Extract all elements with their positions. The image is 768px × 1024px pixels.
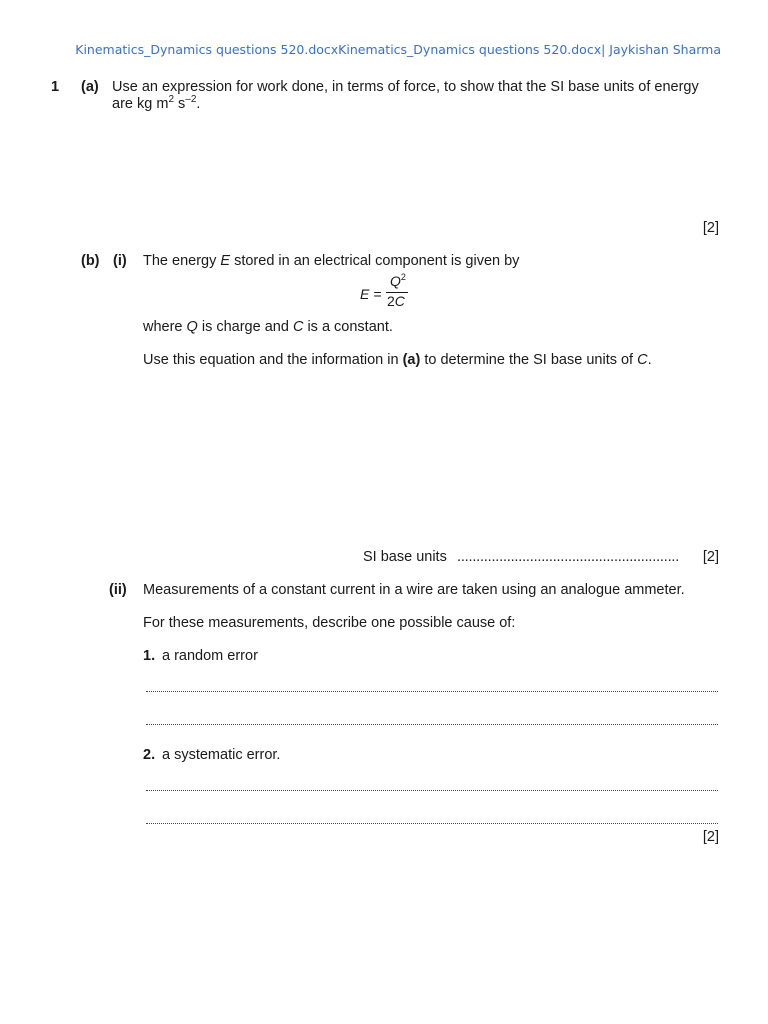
intro-var-e: E	[220, 253, 231, 269]
equation-numerator	[390, 273, 406, 289]
where-post: is a constant.	[303, 319, 393, 335]
part-a-marks: [2]	[702, 220, 719, 236]
where-c: C	[292, 319, 304, 335]
where-mid: is charge and	[197, 319, 293, 335]
item-2-number: 2.	[143, 747, 156, 763]
equation-lhs: E =	[360, 286, 382, 302]
intro-text-post: stored in an electrical component is given by	[230, 253, 520, 269]
part-a-exp-m: 2	[168, 94, 174, 105]
si-units-answer-line[interactable]: ..........................................................	[457, 549, 680, 565]
part-a-text-line2	[112, 96, 200, 113]
where-pre: where	[143, 319, 187, 335]
answer-line-systematic-2[interactable]	[146, 819, 718, 824]
where-line	[143, 319, 393, 336]
question-number: 1	[51, 79, 60, 95]
part-b-label: (b)	[81, 253, 100, 269]
denominator-coefficient: 2	[387, 293, 395, 309]
part-b-i-intro	[143, 253, 519, 270]
part-a-period: .	[196, 96, 201, 112]
item-2-text: a systematic error.	[162, 747, 281, 763]
answer-line-random-2[interactable]	[146, 720, 718, 725]
where-q: Q	[186, 319, 198, 335]
use-ref-a: (a)	[402, 352, 421, 368]
part-b-ii-marks: [2]	[702, 829, 719, 845]
part-a-text-line1: Use an expression for work done, in terms of force, to show that the SI base units of energy	[112, 79, 699, 95]
intro-text-pre: The energy	[143, 253, 221, 269]
equation-denominator	[387, 293, 405, 309]
answer-line-random-1[interactable]	[146, 687, 718, 692]
part-b-i-marks: [2]	[702, 549, 719, 565]
part-a-unit-kg: are kg	[112, 96, 153, 112]
use-end: .	[647, 352, 652, 368]
item-1-text: a random error	[162, 648, 258, 664]
document-header: Kinematics_Dynamics questions 520.docxKinematics_Dynamics questions 520.docx| Jaykishan Sharma	[75, 42, 721, 57]
part-a-unit-s: s	[178, 96, 186, 112]
use-equation-line	[143, 352, 652, 369]
energy-equation	[360, 272, 420, 312]
numerator-q: Q	[390, 273, 401, 289]
part-a-label: (a)	[81, 79, 99, 95]
part-b-ii-line2: For these measurements, describe one possible cause of:	[143, 615, 516, 631]
denominator-c: C	[394, 293, 405, 309]
part-b-i-label: (i)	[113, 253, 127, 269]
part-b-ii-label: (ii)	[109, 582, 127, 598]
numerator-exponent: 2	[400, 272, 406, 282]
part-a-unit-m: m	[156, 96, 169, 112]
use-var-c: C	[637, 352, 648, 368]
answer-line-systematic-1[interactable]	[146, 786, 718, 791]
use-pre: Use this equation and the information in	[143, 352, 403, 368]
item-1-number: 1.	[143, 648, 156, 664]
si-units-answer-label: SI base units	[363, 549, 447, 565]
part-b-ii-line1: Measurements of a constant current in a wire are taken using an analogue ammeter.	[143, 582, 685, 598]
use-post: to determine the SI base units of	[420, 352, 638, 368]
part-a-exp-s: –2	[185, 94, 197, 105]
